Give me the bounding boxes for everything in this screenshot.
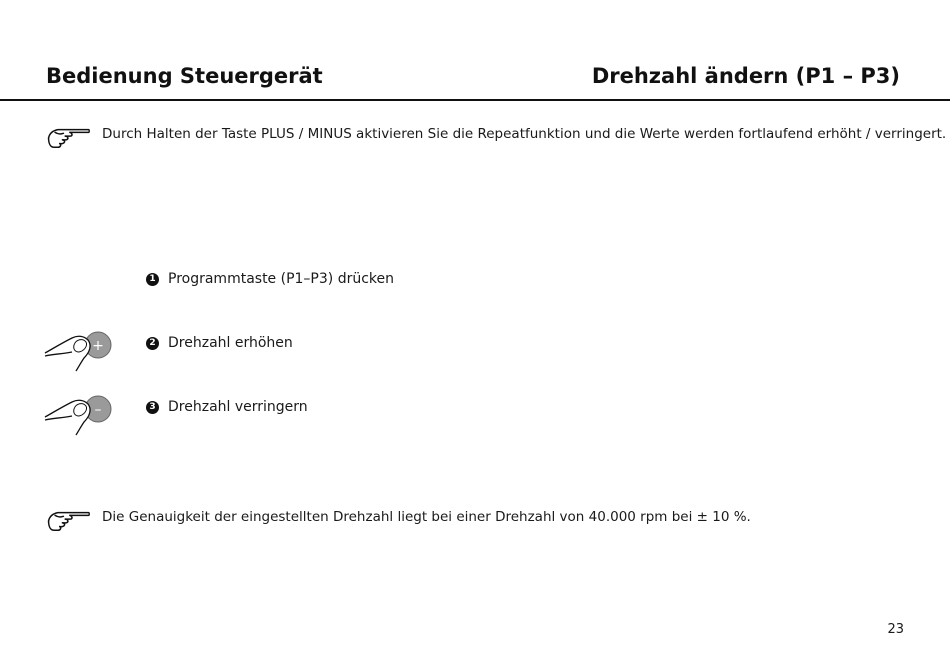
note-text: Die Genauigkeit der eingestellten Drehzahl liegt bei einer Drehzahl von 40.000 rpm bei ± 10 %. <box>102 509 751 525</box>
pointing-hand-icon <box>46 125 92 151</box>
step-label: Programmtaste (P1–P3) drücken <box>168 271 395 287</box>
page-number: 23 <box>887 622 904 637</box>
minus-symbol: – <box>94 402 102 418</box>
finger-press-minus-icon <box>44 390 114 436</box>
step-label: Drehzahl verringern <box>168 399 308 415</box>
step-number-badge: 1 <box>146 273 159 286</box>
step-number-badge: 2 <box>146 337 159 350</box>
topic-title: Drehzahl ändern (P1 – P3) <box>591 64 900 88</box>
step-decrease-speed <box>146 399 308 415</box>
step-program-button <box>146 271 394 287</box>
section-title: Bedienung Steuergerät <box>46 64 323 88</box>
plus-symbol: + <box>92 338 104 354</box>
note-text: Durch Halten der Taste PLUS / MINUS aktivieren Sie die Repeatfunktion und die Werte werden fortlaufend erhöht / verringert. <box>102 126 947 142</box>
step-increase-speed <box>146 335 293 351</box>
header-divider <box>0 99 950 101</box>
step-number-badge: 3 <box>146 401 159 414</box>
note-accuracy <box>46 508 751 534</box>
note-repeat-function <box>46 125 946 151</box>
pointing-hand-icon <box>46 508 92 534</box>
step-label: Drehzahl erhöhen <box>168 335 293 351</box>
finger-press-plus-icon <box>44 326 114 372</box>
